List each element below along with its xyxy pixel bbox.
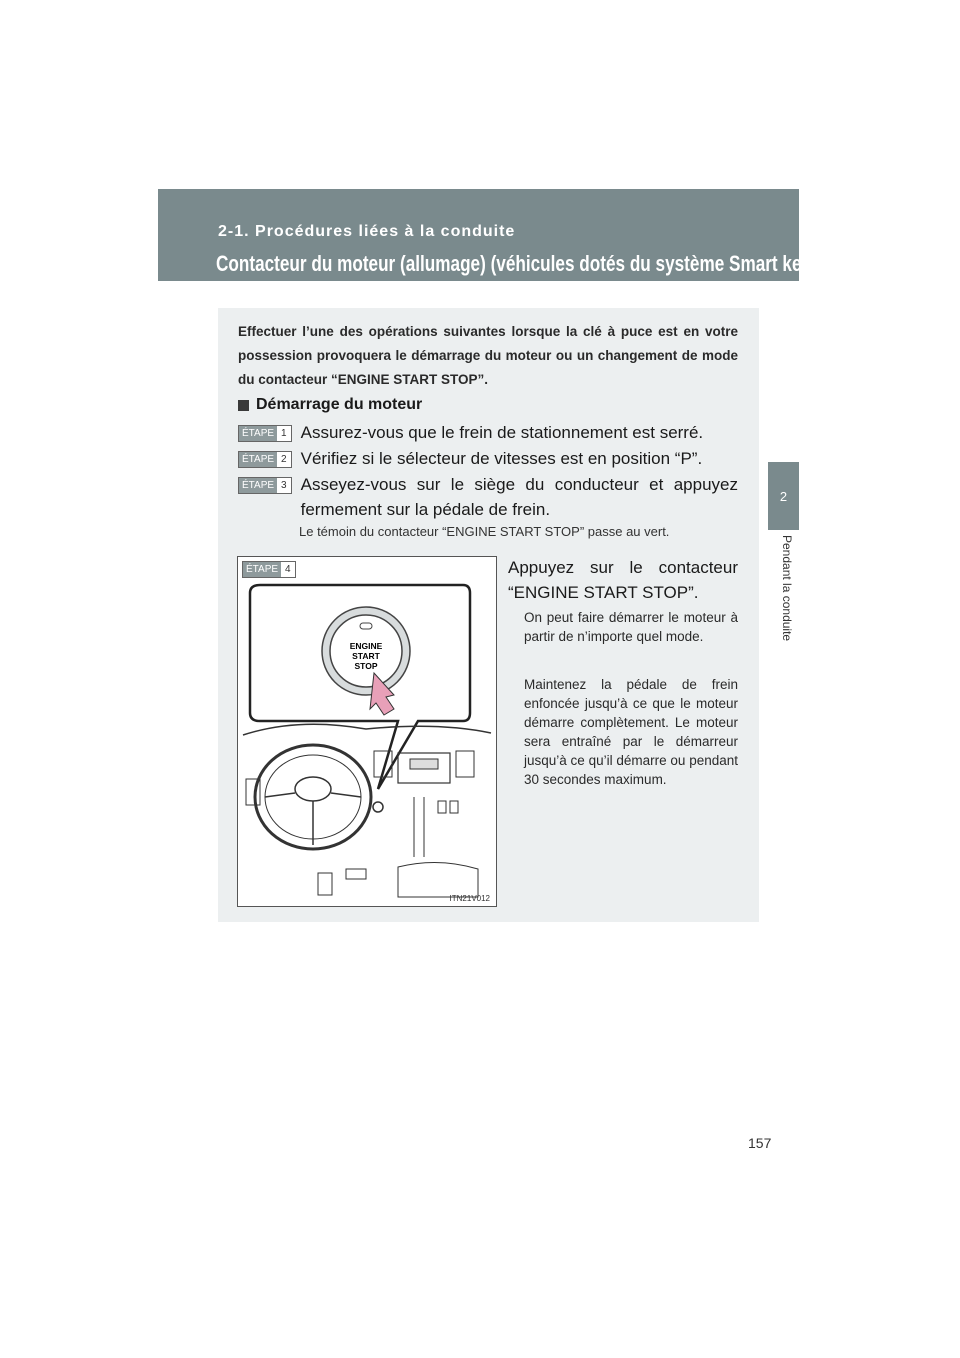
step-badge: ÉTAPE 3 (238, 477, 292, 494)
step-3 (238, 472, 738, 522)
audio-display (410, 759, 438, 769)
subheading-text: Démarrage du moteur (256, 396, 423, 413)
step-4-explanation-2: Maintenez la pédale de frein enfoncée jusqu’à ce que le moteur démarre complètement. Le moteur sera entraîné par le démarreur jusqu’à ce qu’il démarre ou pendant 30 secondes maximum. (524, 677, 738, 787)
chapter-label: Pendant la conduite (780, 535, 794, 642)
accelerator-pedal (346, 869, 366, 879)
step-4-text: Appuyez sur le contacteur “ENGINE START STOP”. (508, 558, 738, 602)
step-4-explanation-1: On peut faire démarrer le moteur à partir de n’importe quel mode. (524, 610, 738, 644)
shift-gate (414, 797, 424, 857)
dashboard-drawing (238, 557, 496, 906)
step-text: Assurez-vous que le frein de stationnement est serré. (300, 423, 704, 442)
step-3-note: Le témoin du contacteur “ENGINE START STOP” passe au vert. (299, 524, 670, 539)
engine-start-illustration (237, 556, 497, 907)
subheading (238, 396, 422, 414)
step-text: Asseyez-vous sur le siège du conducteur et appuyez fermement sur la pédale de frein. (300, 475, 738, 519)
page-heading: Contacteur du moteur (allumage) (véhicules dotés du système Smart key) (216, 251, 817, 276)
chapter-tab[interactable] (768, 462, 799, 530)
switch-1 (438, 801, 446, 813)
center-vent-right (456, 751, 474, 777)
figure-code: ITN21V012 (449, 894, 490, 903)
brake-pedal (318, 873, 332, 895)
button-label-stop: STOP (354, 661, 378, 671)
indicator-light-icon (360, 623, 372, 629)
step-badge: ÉTAPE 1 (238, 425, 292, 442)
dashboard-line (243, 724, 491, 735)
small-start-button-icon (373, 802, 383, 812)
step-badge: ÉTAPE 4 (242, 561, 296, 578)
page-number: 157 (748, 1135, 772, 1151)
console-storage (398, 862, 478, 897)
square-bullet-icon (238, 400, 249, 411)
switch-2 (450, 801, 458, 813)
button-label-start: START (352, 651, 380, 661)
intro-paragraph: Effectuer l’une des opérations suivantes lorsque la clé à puce est en votre possession provoquera le démarrage du moteur ou un changement de mode du contacteur “ENGINE START STOP”. (238, 324, 738, 387)
step-text: Vérifiez si le sélecteur de vitesses est en position “P”. (300, 449, 703, 468)
section-title: 2-1. Procédures liées à la conduite (218, 223, 516, 240)
step-1 (238, 420, 738, 445)
step-badge: ÉTAPE 2 (238, 451, 292, 468)
button-label-engine: ENGINE (349, 641, 383, 651)
steering-hub (295, 777, 331, 801)
chapter-number: 2 (779, 488, 788, 504)
step-2 (238, 446, 738, 471)
